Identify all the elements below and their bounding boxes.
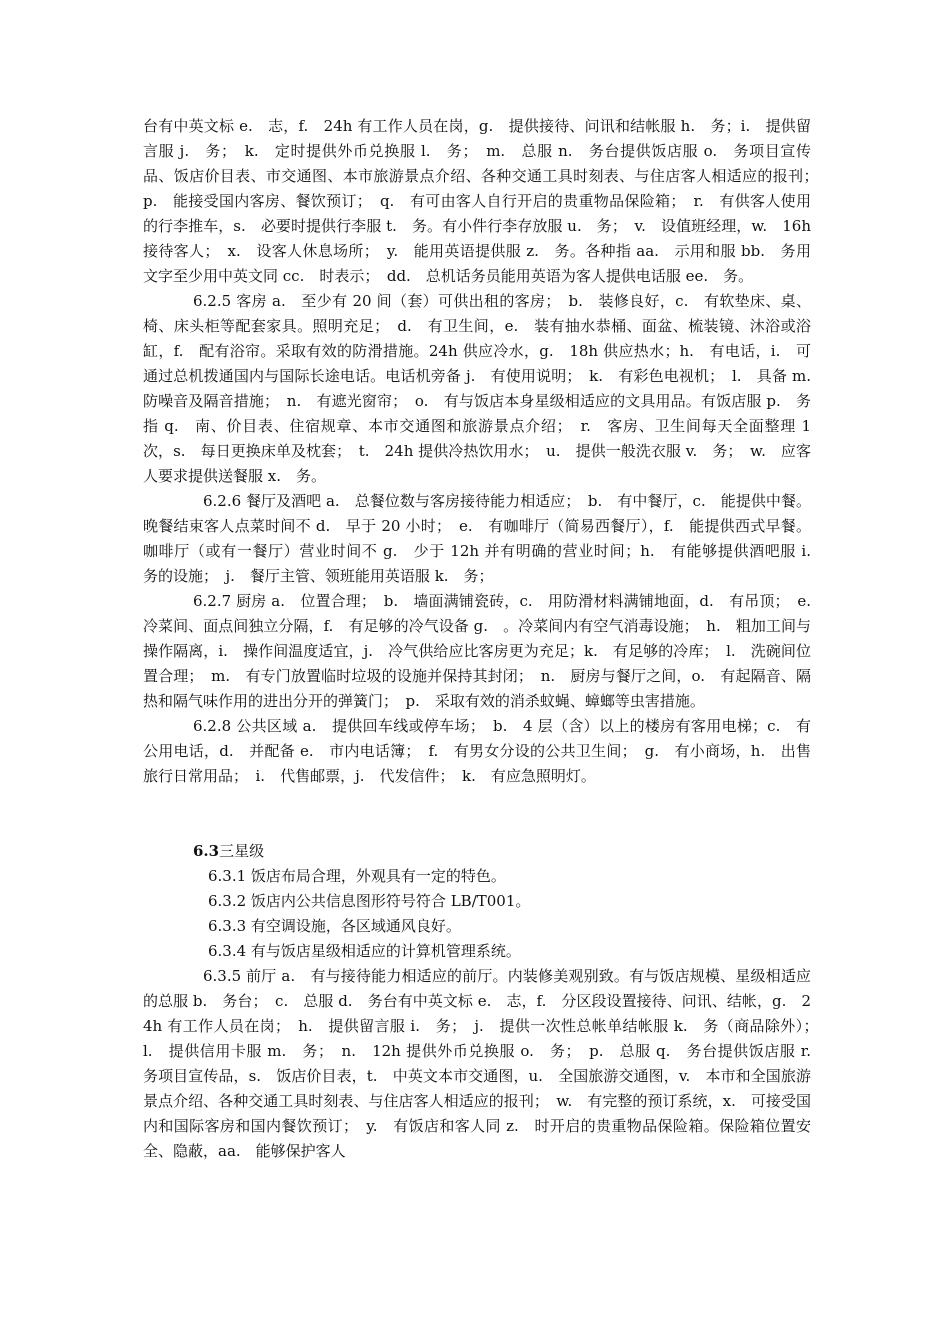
item-6-3-3: 6.3.3 有空调设施，各区域通风良好。 bbox=[208, 917, 461, 935]
section-heading-6-3 bbox=[143, 839, 811, 864]
section-title: 三星级 bbox=[219, 842, 265, 860]
paragraph-front-desk-continued: 台有中英文标 e. 志，f. 24h 有工作人员在岗，g. 提供接待、问讯和结帐服 h. 务；i. 提供留言服 j. 务； k. 定时提供外币兑换服 l. 务； m. 总服 n. 务台提供饭店服 o. 务项目宣传品、饭店价目表、市交通图、本市旅游景点介绍、各种交通工具时刻表、与住店客人相适应的报刊； p. 能接受国内客房、餐饮预订； q. 有可由客人自行开启的贵重物品保险箱； r. 有供客人使用的行李推车，s. 必要时提供行李服 t. 务。有小件行李存放服 u. 务； v. 设值班经理，w. 16h 接待客人； x. 设客人休息场所； y. 能用英语提供服 z. 务。各种指 aa. 示用和服 bb. 务用文字至少用中英文同 cc. 时表示； dd. 总机话务员能用英语为客人提供电话服 ee. 务。 bbox=[143, 117, 827, 285]
paragraph-6-2-8-public-area: 6.2.8 公共区域 a. 提供回车线或停车场； b. 4 层（含）以上的楼房有客用电梯；c. 有公用电话，d. 并配备 e. 市内电话簿； f. 有男女分设的公共卫生间； g. 有小商场，h. 出售旅行日常用品； i. 代售邮票，j. 代发信件； k. 有应急照明灯。 bbox=[143, 717, 811, 785]
item-6-3-1: 6.3.1 饭店布局合理，外观具有一定的特色。 bbox=[208, 867, 506, 885]
paragraph-6-2-6-restaurant-bar: 6.2.6 餐厅及酒吧 a. 总餐位数与客房接待能力相适应； b. 有中餐厅，c. 能提供中餐。晚餐结束客人点菜时间不 d. 早于 20 小时； e. 有咖啡厅（简易西餐厅），f. 能提供西式早餐。咖啡厅（或有一餐厅）营业时间不 g. 少于 12h 并有明确的营业时间；h. 有能够提供酒吧服 i. 务的设施； j. 餐厅主管、领班能用英语服 k. 务； bbox=[143, 492, 827, 585]
paragraph-6-2-5-guest-rooms: 6.2.5 客房 a. 至少有 20 间（套）可供出租的客房； b. 装修良好，c. 有软垫床、桌、椅、床头柜等配套家具。照明充足； d. 有卫生间，e. 装有抽水恭桶、面盆、梳装镜、沐浴或浴缸，f. 配有浴帘。采取有效的防滑措施。24h 供应冷水，g. 18h 供应热水；h. 有电话，i. 可通过总机拨通国内与国际长途电话。电话机旁备 j. 有使用说明； k. 有彩色电视机； l. 具备 m. 防噪音及隔音措施； n. 有遮光窗帘； o. 有与饭店本身星级相适应的文具用品。有饭店服 p. 务指 q. 南、价目表、住宿规章、本市交通图和旅游景点介绍； r. 客房、卫生间每天全面整理 1 次，s. 每日更换床单及枕套； t. 24h 提供冷热饮用水； u. 提供一般洗衣服 v. 务； w. 应客人要求提供送餐服 x. 务。 bbox=[143, 292, 827, 485]
item-6-3-4: 6.3.4 有与饭店星级相适应的计算机管理系统。 bbox=[208, 942, 521, 960]
paragraph-6-3-5-front-office: 6.3.5 前厅 a. 有与接待能力相适应的前厅。内装修美观别致。有与饭店规模、星级相适应的总服 b. 务台； c. 总服 d. 务台有中英文标 e. 志，f. 分区段设置接待、问讯、结帐，g. 24h 有工作人员在岗； h. 提供留言服 i. 务； j. 提供一次性总帐单结帐服 k. 务（商品除外）； l. 提供信用卡服 m. 务； n. 12h 提供外币兑换服 o. 务； p. 总服 q. 务台提供饭店服 r. 务项目宣传品，s. 饭店价目表，t. 中英文本市交通图，u. 全国旅游交通图，v. 本市和全国旅游景点介绍、各种交通工具时刻表、与住店客人相适应的报刊； w. 有完整的预订系统，x. 可接受国内和国际客房和国内餐饮预订； y. 有饭店和客人同 z. 时开启的贵重物品保险箱。保险箱位置安全、隐蔽，aa. 能够保护客人 bbox=[143, 967, 827, 1160]
section-spacer bbox=[143, 789, 811, 839]
section-number: 6.3 bbox=[193, 842, 220, 860]
item-6-3-2: 6.3.2 饭店内公共信息图形符号符合 LB/T001。 bbox=[208, 892, 531, 910]
document-body bbox=[143, 114, 827, 1164]
paragraph-6-2-7-kitchen: 6.2.7 厨房 a. 位置合理； b. 墙面满铺瓷砖，c. 用防滑材料满铺地面，d. 有吊顶； e. 冷菜间、面点间独立分隔，f. 有足够的冷气设备 g. 。冷菜间内有空气消毒设施； h. 粗加工间与操作隔离，i. 操作间温度适宜，j. 冷气供给应比客房更为充足；k. 有足够的冷库； l. 洗碗间位置合理； m. 有专门放置临时垃圾的设施并保持其封闭； n. 厨房与餐厅之间，o. 有起隔音、隔热和隔气味作用的进出分开的弹簧门； p. 采取有效的消杀蚊蝇、蟑螂等虫害措施。 bbox=[143, 592, 827, 710]
